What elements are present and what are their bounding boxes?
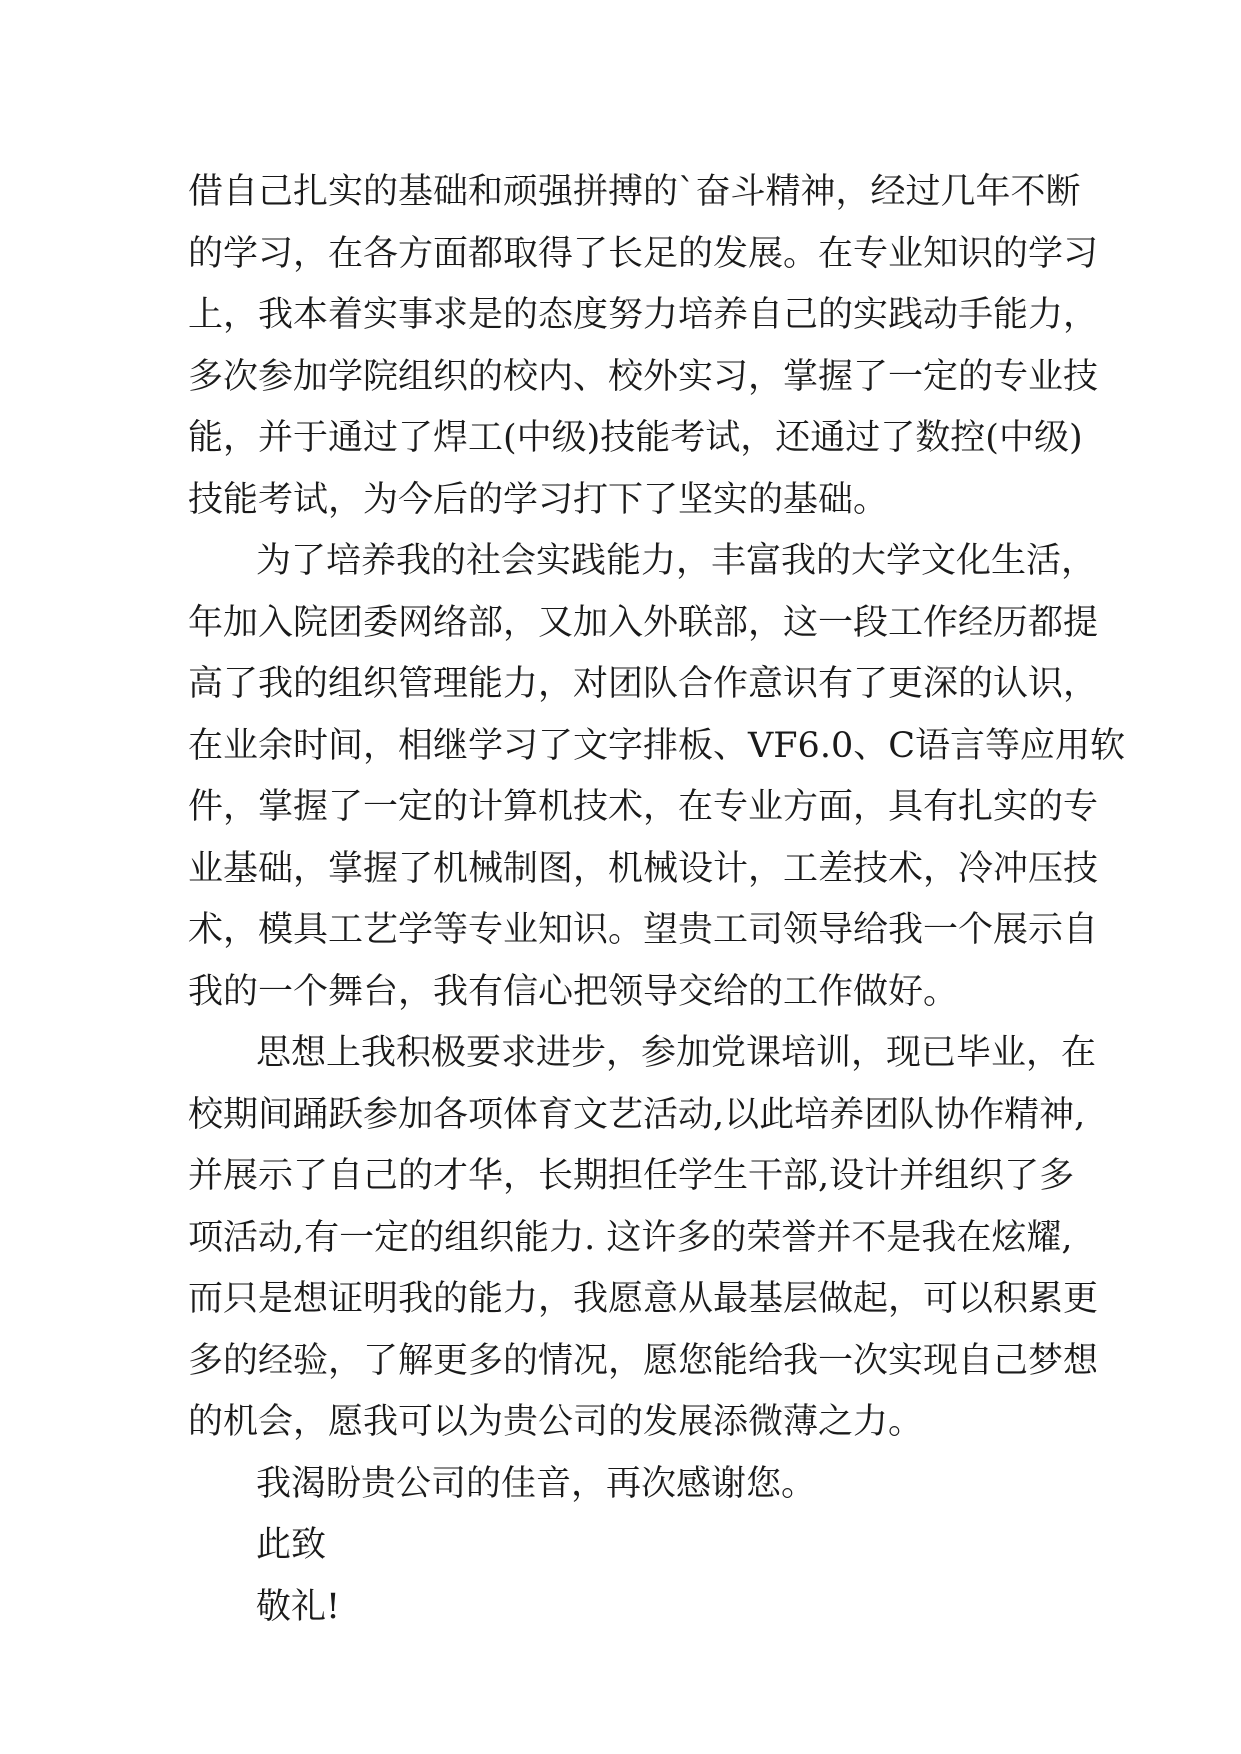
text-line: 业基础，掌握了机械制图，机械设计，工差技术，冷冲压技: [188, 848, 1099, 889]
text-line: 我渴盼贵公司的佳音，再次感谢您。: [256, 1463, 817, 1504]
text-line: 我的一个舞台，我有信心把领导交给的工作做好。: [188, 971, 959, 1012]
text-line: 件，掌握了一定的计算机技术，在专业方面，具有扎实的专: [188, 787, 1099, 827]
text-line: 多次参加学院组织的校内、校外实习，掌握了一定的专业技: [188, 356, 1099, 397]
text-line: 校期间踊跃参加各项体育文艺活动,以此培养团队协作精神,: [188, 1094, 1086, 1135]
text-line: 的学习，在各方面都取得了长足的发展。在专业知识的学习: [188, 233, 1099, 274]
closing-salutation: [188, 1515, 1068, 1577]
paragraph-thanks: [188, 1454, 1068, 1516]
text-line: 借自己扎实的基础和顽强拼搏的`奋斗精神，经过几年不断: [188, 172, 1081, 212]
text-line: 技能考试，为今后的学习打下了坚实的基础。: [188, 479, 889, 520]
letter-body: [188, 162, 1126, 1638]
text-line: 此致: [256, 1525, 327, 1565]
text-line: 而只是想证明我的能力，我愿意从最基层做起，可以积累更: [188, 1279, 1099, 1319]
text-line: 敬礼!: [256, 1586, 341, 1627]
text-line: 项活动,有一定的组织能力. 这许多的荣誉并不是我在炫耀,: [188, 1217, 1073, 1258]
text-line: 术，模具工艺学等专业知识。望贵工司领导给我一个展示自: [188, 910, 1099, 950]
text-line: 并展示了自己的才华，长期担任学生干部,设计并组织了多: [188, 1156, 1075, 1196]
text-line: 多的经验，了解更多的情况，愿您能给我一次实现自己梦想: [188, 1340, 1099, 1381]
text-line: 上，我本着实事求是的态度努力培养自己的实践动手能力，: [188, 295, 1099, 335]
closing-regards: [188, 1577, 1068, 1639]
paragraph-skills-study: [188, 162, 1099, 531]
text-line: 年加入院团委网络部，又加入外联部，这一段工作经历都提: [188, 602, 1099, 643]
text-line: 为了培养我的社会实践能力，丰富我的大学文化生活，: [256, 541, 1097, 581]
paragraph-social-practice: [188, 531, 1126, 1023]
text-line: 高了我的组织管理能力，对团队合作意识有了更深的认识，: [188, 664, 1099, 704]
paragraph-ideology: [188, 1023, 1099, 1454]
text-line: 能，并于通过了焊工(中级)技能考试，还通过了数控(中级): [188, 418, 1083, 458]
text-line: 思想上我积极要求进步，参加党课培训，现已毕业，在: [256, 1033, 1097, 1073]
text-line: 的机会，愿我可以为贵公司的发展添微薄之力。: [188, 1402, 924, 1442]
text-line: 在业余时间，相继学习了文字排板、VF6.0、C语言等应用软: [188, 725, 1126, 766]
